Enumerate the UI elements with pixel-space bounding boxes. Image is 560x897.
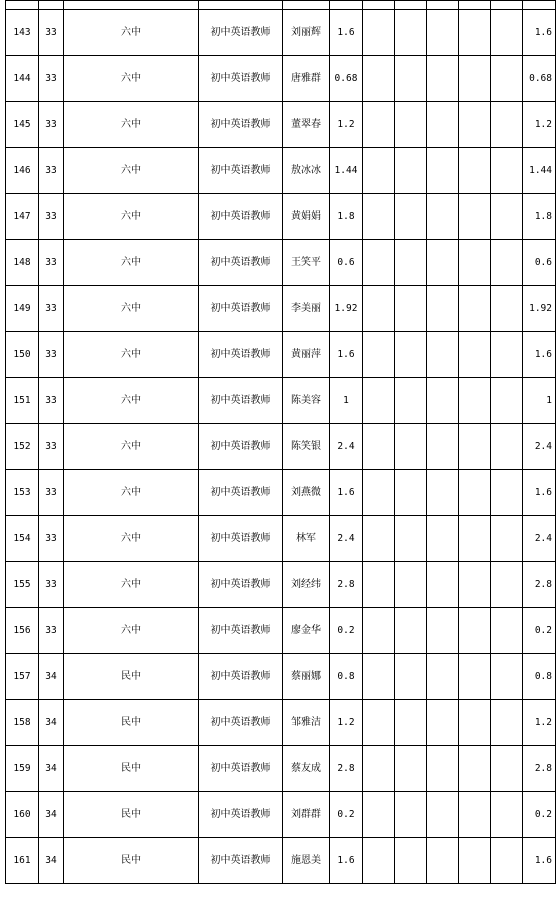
cell-position: 初中英语教师 <box>199 10 283 56</box>
cell-empty <box>459 102 491 148</box>
cell-school: 民中 <box>64 746 199 792</box>
cell-total: 0.6 <box>523 240 556 286</box>
cell-empty <box>459 746 491 792</box>
cell-empty <box>491 102 523 148</box>
cell-group: 34 <box>39 654 64 700</box>
cell-position: 初中英语教师 <box>199 194 283 240</box>
table-row <box>6 56 556 102</box>
cell-empty <box>363 102 395 148</box>
cell-empty <box>427 56 459 102</box>
cell-school: 六中 <box>64 102 199 148</box>
cell-group: 33 <box>39 608 64 654</box>
table-row <box>6 516 556 562</box>
table-row <box>6 10 556 56</box>
cell-empty <box>459 792 491 838</box>
cell-total: 1.6 <box>523 470 556 516</box>
cell-no: 148 <box>6 240 39 286</box>
cell-group: 33 <box>39 286 64 332</box>
cell-group: 33 <box>39 424 64 470</box>
cell-no: 153 <box>6 470 39 516</box>
cell-empty <box>427 562 459 608</box>
cell-group: 33 <box>39 516 64 562</box>
cell-empty <box>363 56 395 102</box>
cell-empty <box>491 562 523 608</box>
table-row <box>6 746 556 792</box>
cell-position: 初中英语教师 <box>199 102 283 148</box>
cell-empty <box>491 654 523 700</box>
cell-empty <box>363 240 395 286</box>
cell-empty <box>363 654 395 700</box>
cell-name: 李美丽 <box>283 286 330 332</box>
cell-position: 初中英语教师 <box>199 470 283 516</box>
cell-school: 六中 <box>64 194 199 240</box>
cell-empty <box>491 746 523 792</box>
cell-name: 蔡丽娜 <box>283 654 330 700</box>
cell-name: 王笑平 <box>283 240 330 286</box>
cell-empty <box>363 608 395 654</box>
cell-empty <box>427 470 459 516</box>
cell-empty <box>491 194 523 240</box>
cell-school: 六中 <box>64 240 199 286</box>
cell-empty <box>459 424 491 470</box>
cell-school: 六中 <box>64 56 199 102</box>
cell-position: 初中英语教师 <box>199 148 283 194</box>
table-row <box>6 470 556 516</box>
cell-total: 2.8 <box>523 562 556 608</box>
cell-total: 2.4 <box>523 516 556 562</box>
cell-name: 陈美容 <box>283 378 330 424</box>
table-row <box>6 608 556 654</box>
cell-empty <box>363 332 395 378</box>
cell-group: 33 <box>39 332 64 378</box>
cell-school: 六中 <box>64 10 199 56</box>
cell-no: 157 <box>6 654 39 700</box>
cell-empty <box>395 10 427 56</box>
cell-group: 34 <box>39 838 64 884</box>
cell-empty <box>459 148 491 194</box>
cell-empty <box>491 700 523 746</box>
cell-empty <box>427 792 459 838</box>
cell-school: 六中 <box>64 424 199 470</box>
cell-empty <box>491 286 523 332</box>
cell-total: 2.8 <box>523 746 556 792</box>
table-row-partial <box>6 1 556 10</box>
cell-position: 初中英语教师 <box>199 516 283 562</box>
cell-empty <box>427 424 459 470</box>
cell-empty <box>363 700 395 746</box>
cell-empty <box>491 608 523 654</box>
cell-school: 六中 <box>64 562 199 608</box>
cell-empty <box>363 792 395 838</box>
cell-empty <box>395 148 427 194</box>
cell-name: 刘丽辉 <box>283 10 330 56</box>
cell-score: 1.6 <box>330 10 363 56</box>
cell-group: 33 <box>39 148 64 194</box>
cell-empty <box>395 470 427 516</box>
table-row <box>6 378 556 424</box>
cell-school: 六中 <box>64 332 199 378</box>
cell-group: 34 <box>39 700 64 746</box>
cell-empty <box>491 838 523 884</box>
cell-total: 1.6 <box>523 838 556 884</box>
data-table <box>5 0 556 884</box>
cell-empty <box>363 148 395 194</box>
cell-position: 初中英语教师 <box>199 608 283 654</box>
cell-school: 六中 <box>64 148 199 194</box>
cell-empty <box>491 792 523 838</box>
cell-empty <box>395 424 427 470</box>
cell-total: 0.8 <box>523 654 556 700</box>
cell-empty <box>491 56 523 102</box>
cell-no: 146 <box>6 148 39 194</box>
cell-total: 0.2 <box>523 608 556 654</box>
cell-score: 1.8 <box>330 194 363 240</box>
cell-empty <box>459 378 491 424</box>
cell-group: 33 <box>39 194 64 240</box>
cell-group: 34 <box>39 746 64 792</box>
cell-name: 林军 <box>283 516 330 562</box>
cell-empty <box>395 654 427 700</box>
cell-empty <box>459 240 491 286</box>
cell-empty <box>427 286 459 332</box>
cell-empty <box>459 608 491 654</box>
cell-empty <box>363 746 395 792</box>
cell-school: 六中 <box>64 608 199 654</box>
cell-name: 唐雅群 <box>283 56 330 102</box>
cell-total: 0.2 <box>523 792 556 838</box>
table-row <box>6 102 556 148</box>
cell-no: 161 <box>6 838 39 884</box>
cell-no: 159 <box>6 746 39 792</box>
cell-position: 初中英语教师 <box>199 424 283 470</box>
cell-empty <box>459 56 491 102</box>
cell-name: 施恩美 <box>283 838 330 884</box>
cell-score: 1.6 <box>330 838 363 884</box>
cell-empty <box>395 378 427 424</box>
cell-name: 刘燕微 <box>283 470 330 516</box>
cell-name: 敖冰冰 <box>283 148 330 194</box>
cell-empty <box>427 148 459 194</box>
cell-empty <box>363 562 395 608</box>
cell-empty <box>363 424 395 470</box>
cell-school: 六中 <box>64 516 199 562</box>
table-row <box>6 194 556 240</box>
cell-empty <box>491 10 523 56</box>
table-row <box>6 148 556 194</box>
cell-empty <box>491 240 523 286</box>
cell-school: 民中 <box>64 792 199 838</box>
cell-position: 初中英语教师 <box>199 562 283 608</box>
cell-empty <box>427 700 459 746</box>
cell-empty <box>459 654 491 700</box>
cell-empty <box>395 562 427 608</box>
cell-position: 初中英语教师 <box>199 700 283 746</box>
cell-name: 刘群群 <box>283 792 330 838</box>
cell-total: 1.6 <box>523 332 556 378</box>
cell-empty <box>395 792 427 838</box>
cell-empty <box>491 470 523 516</box>
cell-empty <box>363 194 395 240</box>
cell-empty <box>427 10 459 56</box>
cell-empty <box>491 332 523 378</box>
cell-name: 董翠春 <box>283 102 330 148</box>
cell-total: 2.4 <box>523 424 556 470</box>
cell-empty <box>459 562 491 608</box>
cell-empty <box>491 378 523 424</box>
cell-empty <box>459 10 491 56</box>
cell-empty <box>427 194 459 240</box>
cell-empty <box>395 700 427 746</box>
cell-empty <box>395 838 427 884</box>
cell-no: 147 <box>6 194 39 240</box>
cell-position: 初中英语教师 <box>199 378 283 424</box>
cell-position: 初中英语教师 <box>199 838 283 884</box>
cell-score: 1.44 <box>330 148 363 194</box>
cell-empty <box>363 286 395 332</box>
cell-group: 33 <box>39 470 64 516</box>
cell-total: 1.2 <box>523 700 556 746</box>
cell-group: 33 <box>39 378 64 424</box>
cell-name: 刘经纬 <box>283 562 330 608</box>
cell-total: 1.6 <box>523 10 556 56</box>
cell-school: 六中 <box>64 378 199 424</box>
cell-group: 33 <box>39 240 64 286</box>
cell-total: 1.2 <box>523 102 556 148</box>
spreadsheet <box>5 0 556 884</box>
cell-no: 151 <box>6 378 39 424</box>
cell-score: 2.4 <box>330 424 363 470</box>
cell-name: 邹雅洁 <box>283 700 330 746</box>
cell-empty <box>459 332 491 378</box>
cell-total: 1 <box>523 378 556 424</box>
cell-no: 154 <box>6 516 39 562</box>
cell-no: 150 <box>6 332 39 378</box>
cell-school: 民中 <box>64 654 199 700</box>
cell-score: 1.6 <box>330 332 363 378</box>
cell-score: 2.8 <box>330 562 363 608</box>
cell-empty <box>427 102 459 148</box>
cell-school: 民中 <box>64 700 199 746</box>
cell-total: 1.92 <box>523 286 556 332</box>
cell-score: 1.6 <box>330 470 363 516</box>
cell-no: 158 <box>6 700 39 746</box>
cell-group: 33 <box>39 10 64 56</box>
cell-no: 143 <box>6 10 39 56</box>
cell-total: 1.8 <box>523 194 556 240</box>
cell-no: 144 <box>6 56 39 102</box>
cell-empty <box>491 516 523 562</box>
cell-empty <box>363 838 395 884</box>
cell-empty <box>491 148 523 194</box>
cell-group: 33 <box>39 56 64 102</box>
cell-empty <box>459 516 491 562</box>
cell-no: 152 <box>6 424 39 470</box>
cell-empty <box>427 608 459 654</box>
cell-score: 1.2 <box>330 102 363 148</box>
cell-score: 0.8 <box>330 654 363 700</box>
cell-position: 初中英语教师 <box>199 746 283 792</box>
cell-empty <box>459 470 491 516</box>
cell-no: 156 <box>6 608 39 654</box>
cell-score: 0.2 <box>330 792 363 838</box>
cell-total: 0.68 <box>523 56 556 102</box>
cell-empty <box>427 332 459 378</box>
cell-group: 34 <box>39 792 64 838</box>
cell-school: 六中 <box>64 286 199 332</box>
table-row <box>6 332 556 378</box>
cell-empty <box>395 102 427 148</box>
cell-empty <box>395 332 427 378</box>
cell-empty <box>459 838 491 884</box>
table-row <box>6 700 556 746</box>
cell-empty <box>427 240 459 286</box>
cell-no: 155 <box>6 562 39 608</box>
cell-empty <box>395 516 427 562</box>
cell-empty <box>395 240 427 286</box>
cell-total: 1.44 <box>523 148 556 194</box>
cell-score: 1.2 <box>330 700 363 746</box>
cell-empty <box>427 516 459 562</box>
cell-empty <box>459 700 491 746</box>
cell-name: 黄娟娟 <box>283 194 330 240</box>
cell-score: 0.68 <box>330 56 363 102</box>
cell-school: 六中 <box>64 470 199 516</box>
table-row <box>6 424 556 470</box>
cell-no: 149 <box>6 286 39 332</box>
cell-score: 0.2 <box>330 608 363 654</box>
cell-empty <box>395 286 427 332</box>
cell-empty <box>427 838 459 884</box>
cell-empty <box>427 378 459 424</box>
cell-empty <box>363 470 395 516</box>
table-row <box>6 838 556 884</box>
cell-position: 初中英语教师 <box>199 654 283 700</box>
cell-empty <box>363 10 395 56</box>
table-row <box>6 286 556 332</box>
cell-group: 33 <box>39 562 64 608</box>
cell-name: 廖金华 <box>283 608 330 654</box>
cell-empty <box>427 746 459 792</box>
cell-no: 145 <box>6 102 39 148</box>
cell-position: 初中英语教师 <box>199 332 283 378</box>
cell-score: 2.8 <box>330 746 363 792</box>
table-row <box>6 240 556 286</box>
table-row <box>6 562 556 608</box>
cell-no: 160 <box>6 792 39 838</box>
cell-empty <box>491 424 523 470</box>
table-row <box>6 654 556 700</box>
cell-group: 33 <box>39 102 64 148</box>
cell-empty <box>459 194 491 240</box>
cell-position: 初中英语教师 <box>199 56 283 102</box>
cell-score: 0.6 <box>330 240 363 286</box>
cell-empty <box>363 516 395 562</box>
cell-empty <box>395 608 427 654</box>
cell-empty <box>395 194 427 240</box>
cell-name: 陈笑银 <box>283 424 330 470</box>
cell-score: 1 <box>330 378 363 424</box>
cell-empty <box>427 654 459 700</box>
table-row <box>6 792 556 838</box>
cell-empty <box>363 378 395 424</box>
cell-position: 初中英语教师 <box>199 286 283 332</box>
table-body <box>6 1 556 884</box>
cell-name: 蔡友成 <box>283 746 330 792</box>
cell-score: 2.4 <box>330 516 363 562</box>
cell-score: 1.92 <box>330 286 363 332</box>
cell-position: 初中英语教师 <box>199 240 283 286</box>
cell-position: 初中英语教师 <box>199 792 283 838</box>
cell-empty <box>395 746 427 792</box>
cell-school: 民中 <box>64 838 199 884</box>
cell-empty <box>395 56 427 102</box>
cell-empty <box>459 286 491 332</box>
cell-name: 黄丽萍 <box>283 332 330 378</box>
